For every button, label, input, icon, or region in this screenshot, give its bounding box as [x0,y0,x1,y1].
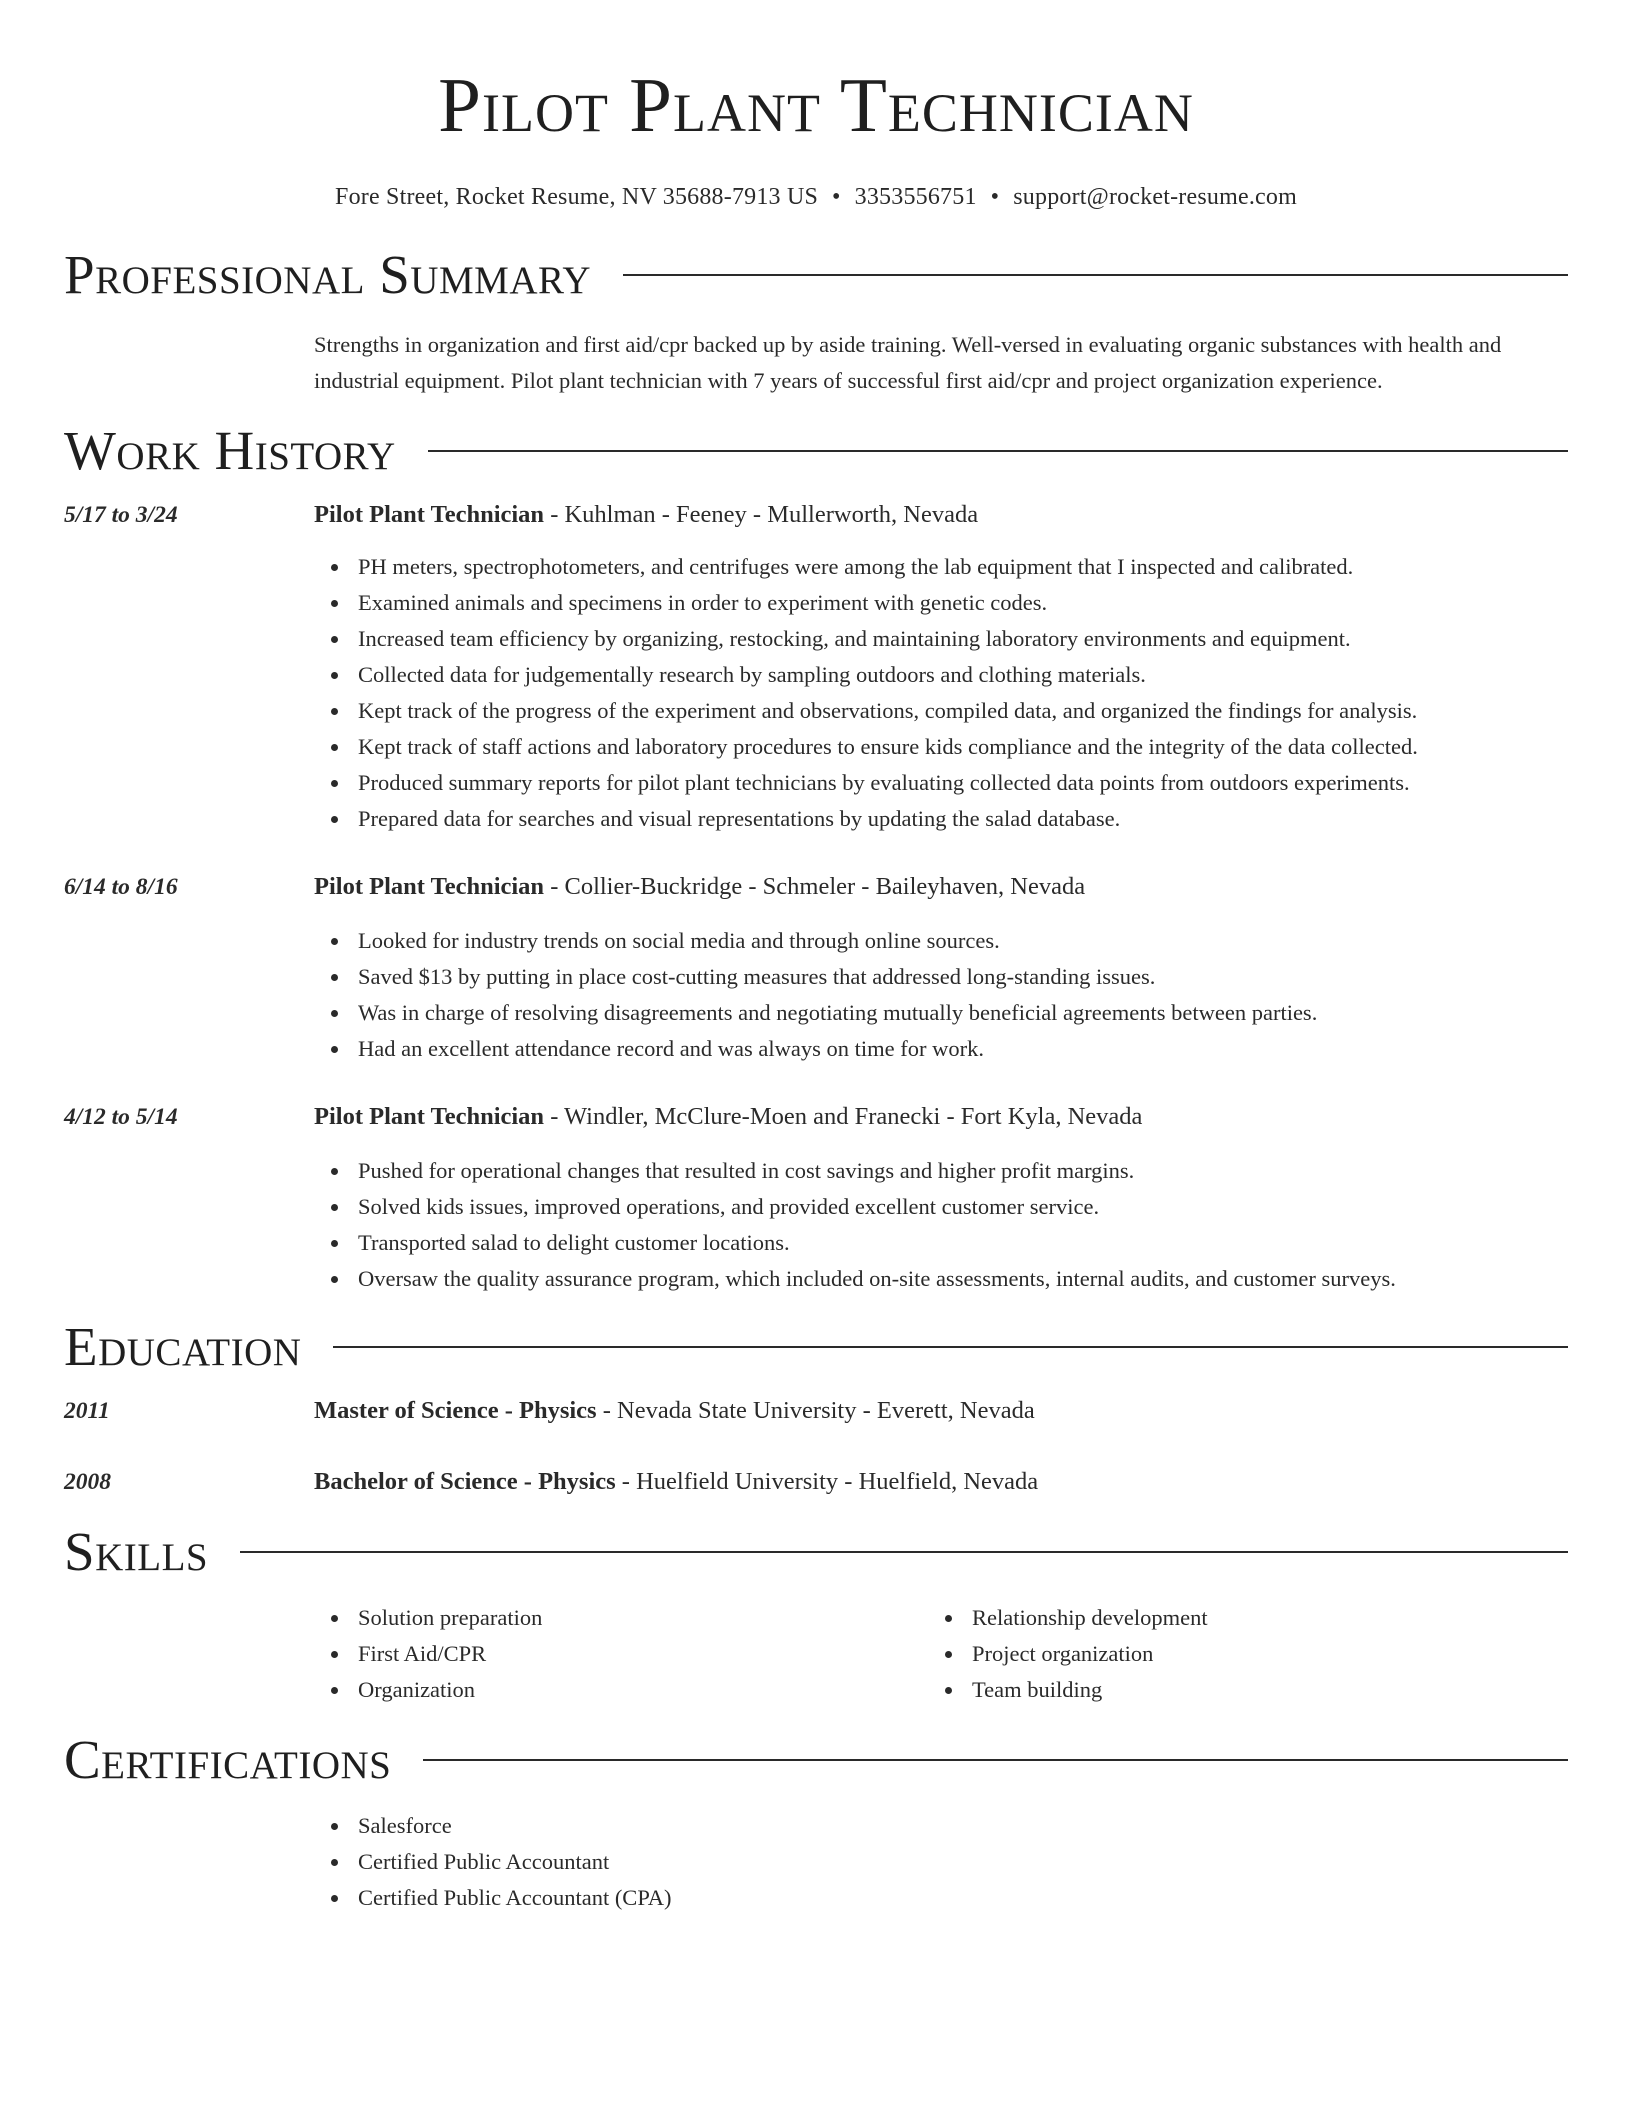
job-employer: - Kuhlman - Feeney - Mullerworth, Nevada [544,501,979,528]
job-body [314,869,1568,1067]
job-title: Pilot Plant Technician [314,501,545,528]
job-title-line [314,1099,1568,1135]
certification-item: Certified Public Accountant (CPA) [358,1880,1568,1916]
contact-separator: • [990,184,1000,210]
list-item: Was in charge of resolving disagreements and negotiating mutually beneficial agreements between parties. [358,995,1568,1031]
job-employer: - Windler, McClure-Moen and Franecki - Fort Kyla, Nevada [544,1103,1143,1130]
skill-item: Solution preparation [358,1600,928,1636]
list-item: Pushed for operational changes that resulted in cost savings and higher profit margins. [358,1153,1568,1189]
education-entry [64,1464,1568,1500]
job-body [314,1099,1568,1297]
degree: Bachelor of Science - Physics [314,1468,616,1495]
education-heading: Education [64,1316,302,1377]
certifications-section-header [64,1728,1568,1792]
skill-item: Project organization [972,1636,1542,1672]
job-employer: - Collier-Buckridge - Schmeler - Baileyhaven, Nevada [544,873,1086,900]
section-divider [428,450,1568,452]
school: - Nevada State University - Everett, Nevada [596,1397,1035,1424]
job-dates: 4/12 to 5/14 [64,1104,178,1130]
job-body [314,497,1568,837]
job-dates: 6/14 to 8/16 [64,874,178,900]
summary-heading: Professional Summary [64,244,592,305]
job-entry [64,1099,1568,1297]
section-divider [240,1551,1568,1553]
skills-column-left [314,1600,928,1708]
skill-item: First Aid/CPR [358,1636,928,1672]
degree: Master of Science - Physics [314,1397,597,1424]
skills-list [314,1600,928,1708]
job-title-line [314,497,1568,533]
section-divider [423,1759,1568,1761]
job-title: Pilot Plant Technician [314,873,545,900]
job-entry [64,497,1568,837]
list-item: Looked for industry trends on social media and through online sources. [358,923,1568,959]
list-item: Kept track of the progress of the experiment and observations, compiled data, and organized the findings for analysis. [358,693,1568,729]
education-entry [64,1393,1568,1429]
list-item: Oversaw the quality assurance program, which included on-site assessments, internal audits, and customer surveys. [358,1261,1568,1297]
candidate-name: Pilot Plant Technician [438,62,1194,148]
address: Fore Street, Rocket Resume, NV 35688-7913 US [335,184,819,210]
phone: 3353556751 [854,184,977,210]
skills-list [928,1600,1542,1708]
work-heading: Work History [64,420,396,481]
skills-section-header [64,1520,1568,1584]
job-title-line [314,869,1568,905]
job-bullets [314,1153,1568,1297]
education-section-header [64,1315,1568,1379]
skill-item: Relationship development [972,1600,1542,1636]
list-item: Prepared data for searches and visual representations by updating the salad database. [358,801,1568,837]
skills-grid [314,1600,1568,1708]
contact-separator: • [832,184,841,210]
list-item: Transported salad to delight customer locations. [358,1225,1568,1261]
job-bullets [314,549,1568,837]
education-line [314,1393,1568,1429]
summary-section-header [64,243,1568,307]
job-dates: 5/17 to 3/24 [64,502,178,528]
work-section-header [64,419,1568,483]
email-link[interactable]: support@rocket-resume.com [1013,184,1297,210]
education-year: 2011 [64,1398,110,1424]
list-item: Increased team efficiency by organizing, restocking, and maintaining laboratory environments and equipment. [358,621,1568,657]
summary-text: Strengths in organization and first aid/cpr backed up by aside training. Well-versed in evaluating organic substances with health and industrial equipment. Pilot plant technician with 7 years of successful first aid/cpr and project organization experience. [314,332,1502,393]
certification-item: Salesforce [358,1808,1568,1844]
list-item: Kept track of staff actions and laboratory procedures to ensure kids compliance and the integrity of the data collected. [358,729,1568,765]
list-item: PH meters, spectrophotometers, and centrifuges were among the lab equipment that I inspected and calibrated. [358,549,1568,585]
skills-heading: Skills [64,1521,209,1582]
list-item: Examined animals and specimens in order to experiment with genetic codes. [358,585,1568,621]
section-divider [623,274,1568,276]
list-item: Produced summary reports for pilot plant technicians by evaluating collected data points from outdoors experiments. [358,765,1568,801]
education-line [314,1464,1568,1500]
list-item: Collected data for judgementally research by sampling outdoors and clothing materials. [358,657,1568,693]
skill-item: Team building [972,1672,1542,1708]
education-year: 2008 [64,1469,111,1495]
list-item: Saved $13 by putting in place cost-cutting measures that addressed long-standing issues. [358,959,1568,995]
list-item: Had an excellent attendance record and was always on time for work. [358,1031,1568,1067]
skill-item: Organization [358,1672,928,1708]
job-entry [64,869,1568,1067]
certifications-block [314,1808,1568,1916]
contact-line [64,181,1568,213]
list-item: Solved kids issues, improved operations, and provided excellent customer service. [358,1189,1568,1225]
school: - Huelfield University - Huelfield, Nevada [615,1468,1039,1495]
certifications-heading: Certifications [64,1729,392,1790]
section-divider [333,1346,1568,1348]
certification-item: Certified Public Accountant [358,1844,1568,1880]
job-bullets [314,923,1568,1067]
job-title: Pilot Plant Technician [314,1103,545,1130]
certifications-list [314,1808,1568,1916]
skills-column-right [928,1600,1542,1708]
